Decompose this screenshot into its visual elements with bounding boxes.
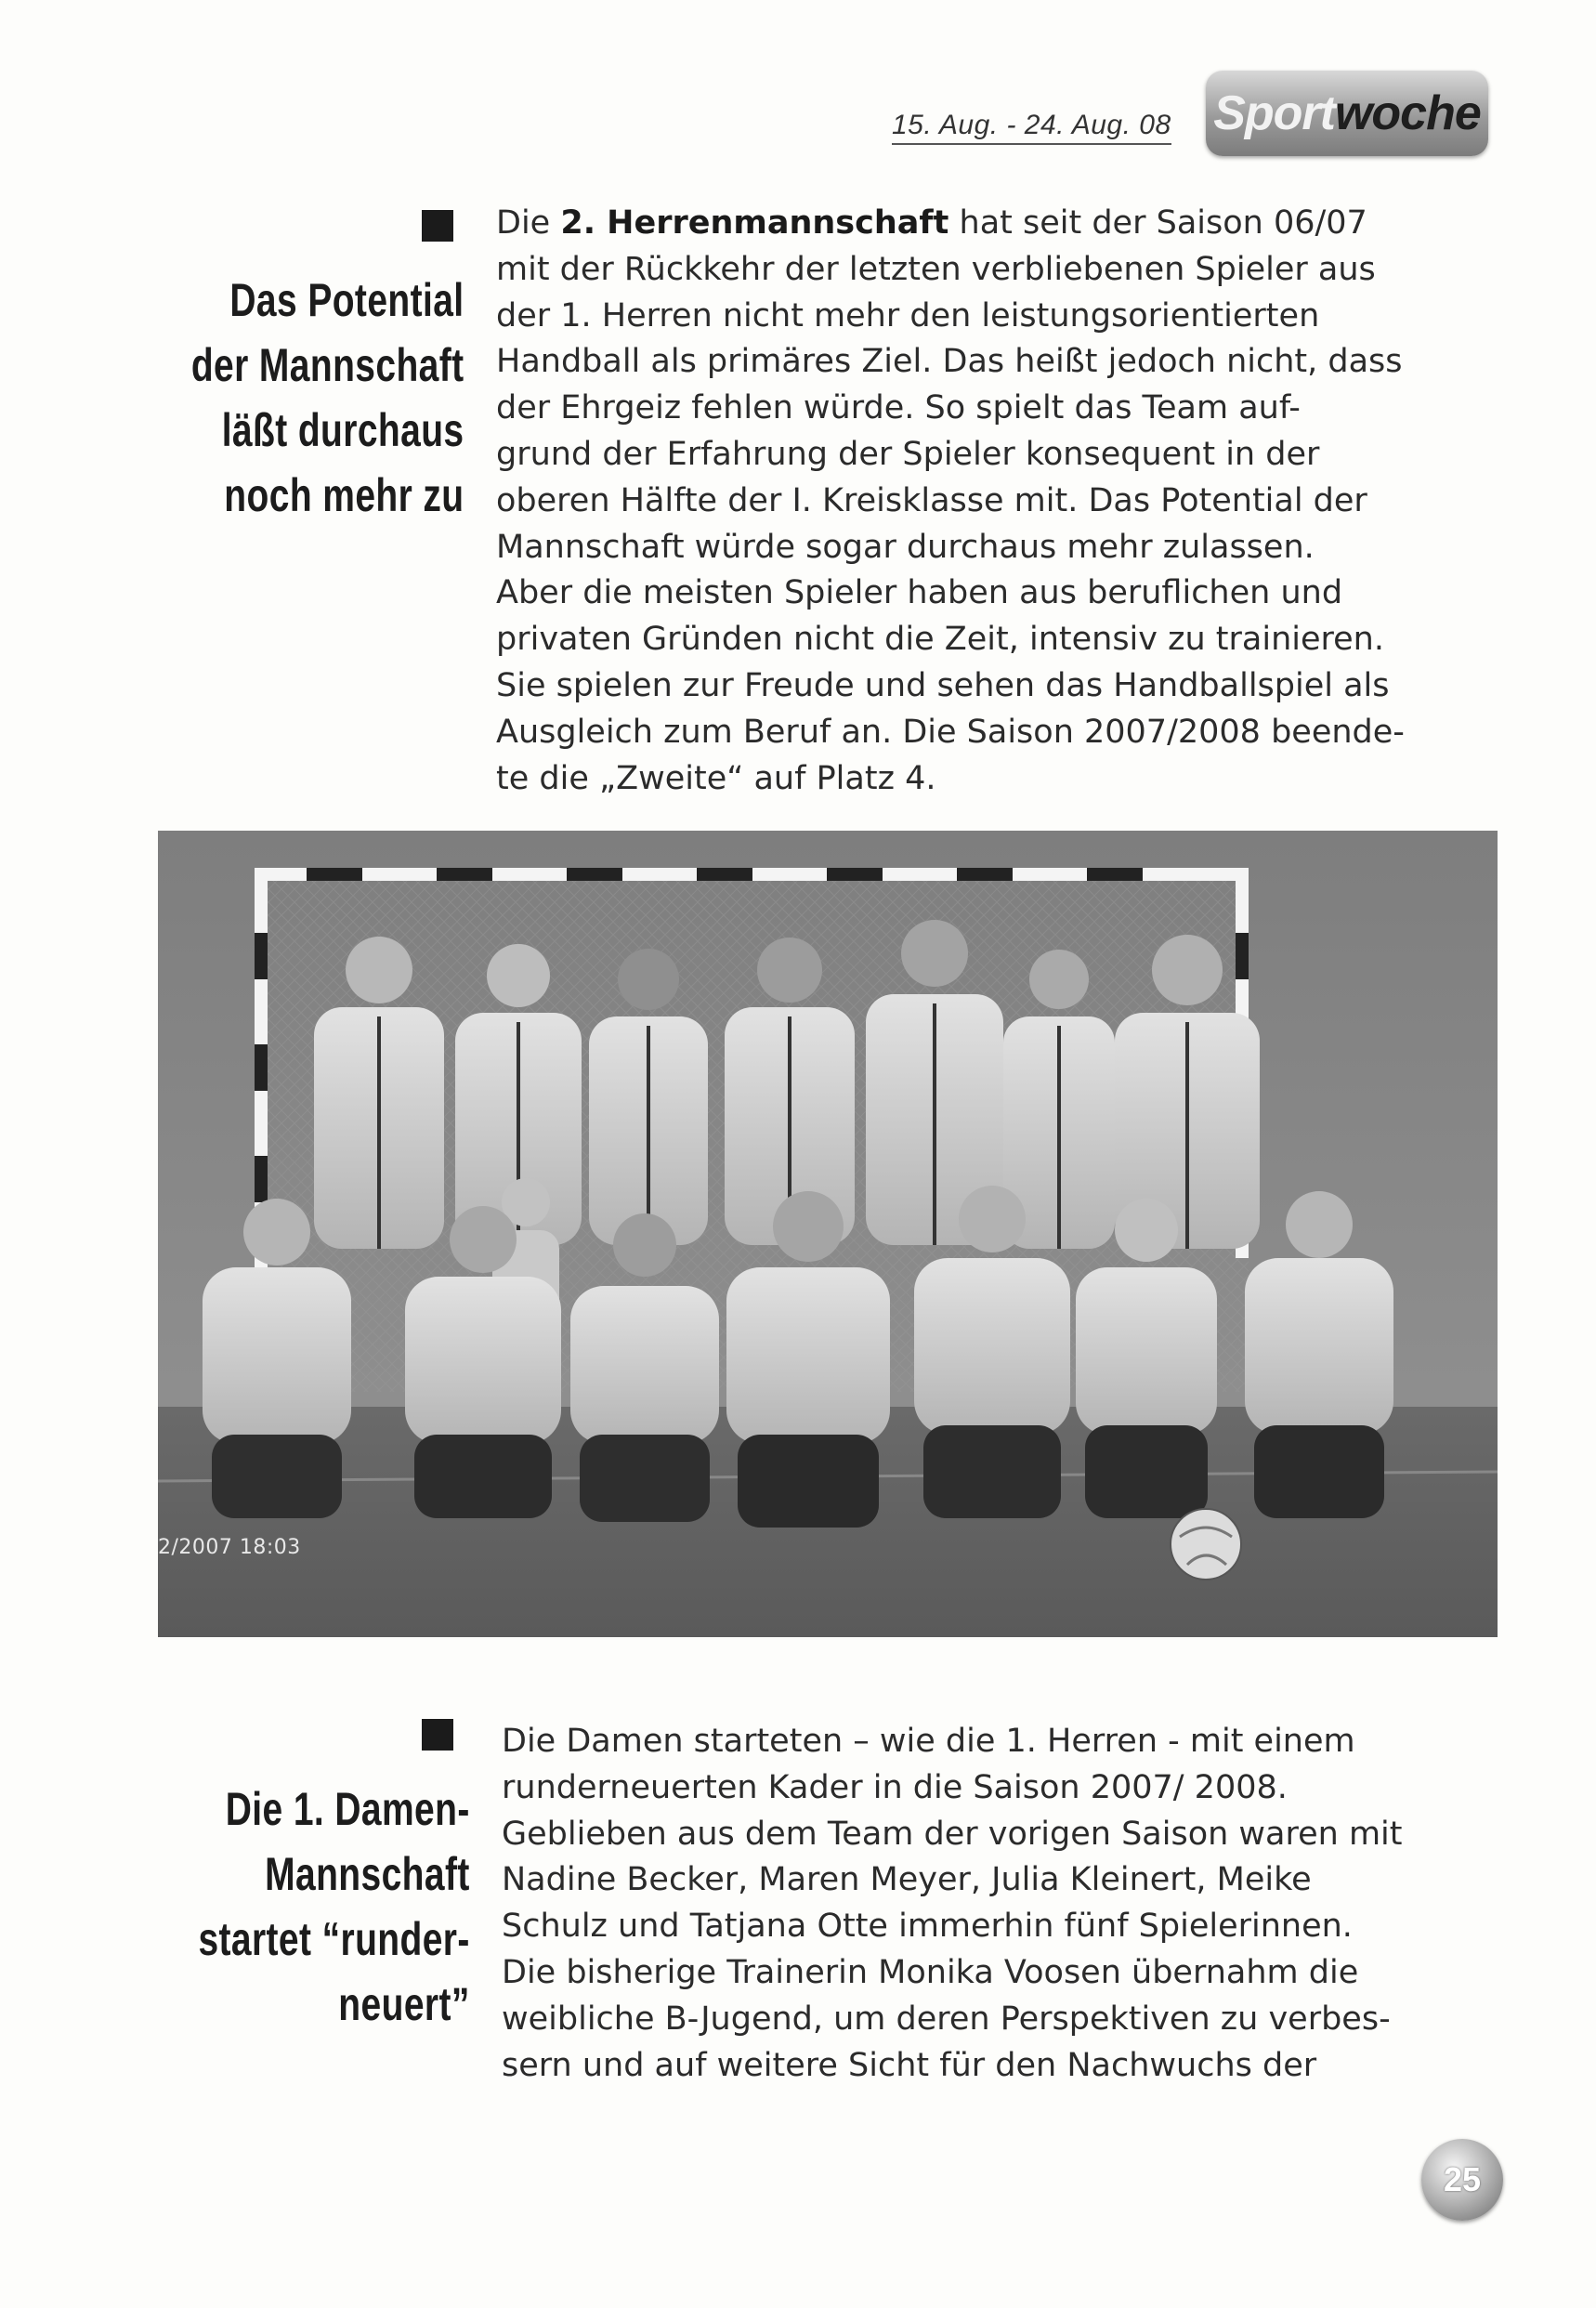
team-photo — [158, 831, 1498, 1637]
body-line: weibliche B-Jugend, um deren Perspektiven zu verbes- — [502, 2000, 1391, 2038]
page-number-badge — [1421, 2139, 1503, 2221]
section2-body-text — [502, 1719, 1505, 2089]
body-line: Handball als primäres Ziel. Das heißt jedoch nicht, dass — [496, 343, 1403, 381]
sidehead-line: neuert” — [338, 1978, 470, 2030]
body-line: Schulz und Tatjana Otte immerhin fünf Spielerinnen. — [502, 1908, 1353, 1946]
body-line: Aber die meisten Spieler haben aus beruflichen und — [496, 574, 1343, 612]
sportwoche-logo — [1206, 71, 1488, 156]
section1-body-text — [496, 201, 1490, 802]
team-photo-illustration — [158, 831, 1498, 1637]
body-line: Die 2. Herrenmannschaft hat seit der Saison 06/07 — [496, 204, 1367, 242]
section-marker-square-icon — [422, 1719, 453, 1751]
body-line: Ausgleich zum Beruf an. Die Saison 2007/2008 beende- — [496, 713, 1405, 751]
logo-text-sport: Sport — [1213, 86, 1335, 140]
page-number: 25 — [1443, 2160, 1482, 2198]
logo-text-woche: woche — [1334, 86, 1481, 140]
section2-sidehead — [199, 1777, 470, 2037]
body-line: Die bisherige Trainerin Monika Voosen übernahm die — [502, 1953, 1359, 1991]
body-line: oberen Hälfte der I. Kreisklasse mit. Das Potential der — [496, 481, 1367, 519]
body-line: der 1. Herren nicht mehr den leistungsorientierten — [496, 296, 1320, 334]
body-line: te die „Zweite“ auf Platz 4. — [496, 759, 936, 797]
body-line: Die Damen starteten – wie die 1. Herren - mit einem — [502, 1723, 1355, 1760]
body-line: grund der Erfahrung der Spieler konsequent in der — [496, 435, 1320, 473]
body-line: der Ehrgeiz fehlen würde. So spielt das Team auf- — [496, 389, 1301, 427]
header-date-range: 15. Aug. - 24. Aug. 08 — [892, 110, 1171, 145]
sidehead-line: Die 1. Damen- — [226, 1783, 471, 1835]
section-marker-square-icon — [422, 210, 453, 242]
photo-timestamp: 2/2007 18:03 — [158, 1536, 301, 1559]
body-line: Mannschaft würde sogar durchaus mehr zulassen. — [496, 528, 1315, 566]
team-name-bold: 2. Herrenmannschaft — [560, 204, 949, 242]
body-line: Geblieben aus dem Team der vorigen Saison waren mit — [502, 1815, 1403, 1853]
body-line: runderneuerten Kader in die Saison 2007/ 2008. — [502, 1768, 1288, 1806]
body-line: privaten Gründen nicht die Zeit, intensiv zu trainieren. — [496, 621, 1384, 659]
sidehead-line: Das Potential — [229, 274, 464, 326]
sidehead-line: noch mehr zu — [224, 469, 464, 521]
sidehead-line: läßt durchaus — [222, 404, 465, 456]
body-line: mit der Rückkehr der letzten verbliebenen Spieler aus — [496, 250, 1376, 288]
sidehead-line: Mannschaft — [265, 1848, 470, 1900]
body-line: sern und auf weitere Sicht für den Nachwuchs der — [502, 2046, 1317, 2084]
section1-sidehead — [191, 268, 464, 528]
sidehead-line: der Mannschaft — [191, 339, 464, 391]
sidehead-line: startet “runder- — [198, 1913, 470, 1965]
body-line: Nadine Becker, Maren Meyer, Julia Kleinert, Meike — [502, 1861, 1312, 1899]
body-line: Sie spielen zur Freude und sehen das Handballspiel als — [496, 666, 1390, 704]
